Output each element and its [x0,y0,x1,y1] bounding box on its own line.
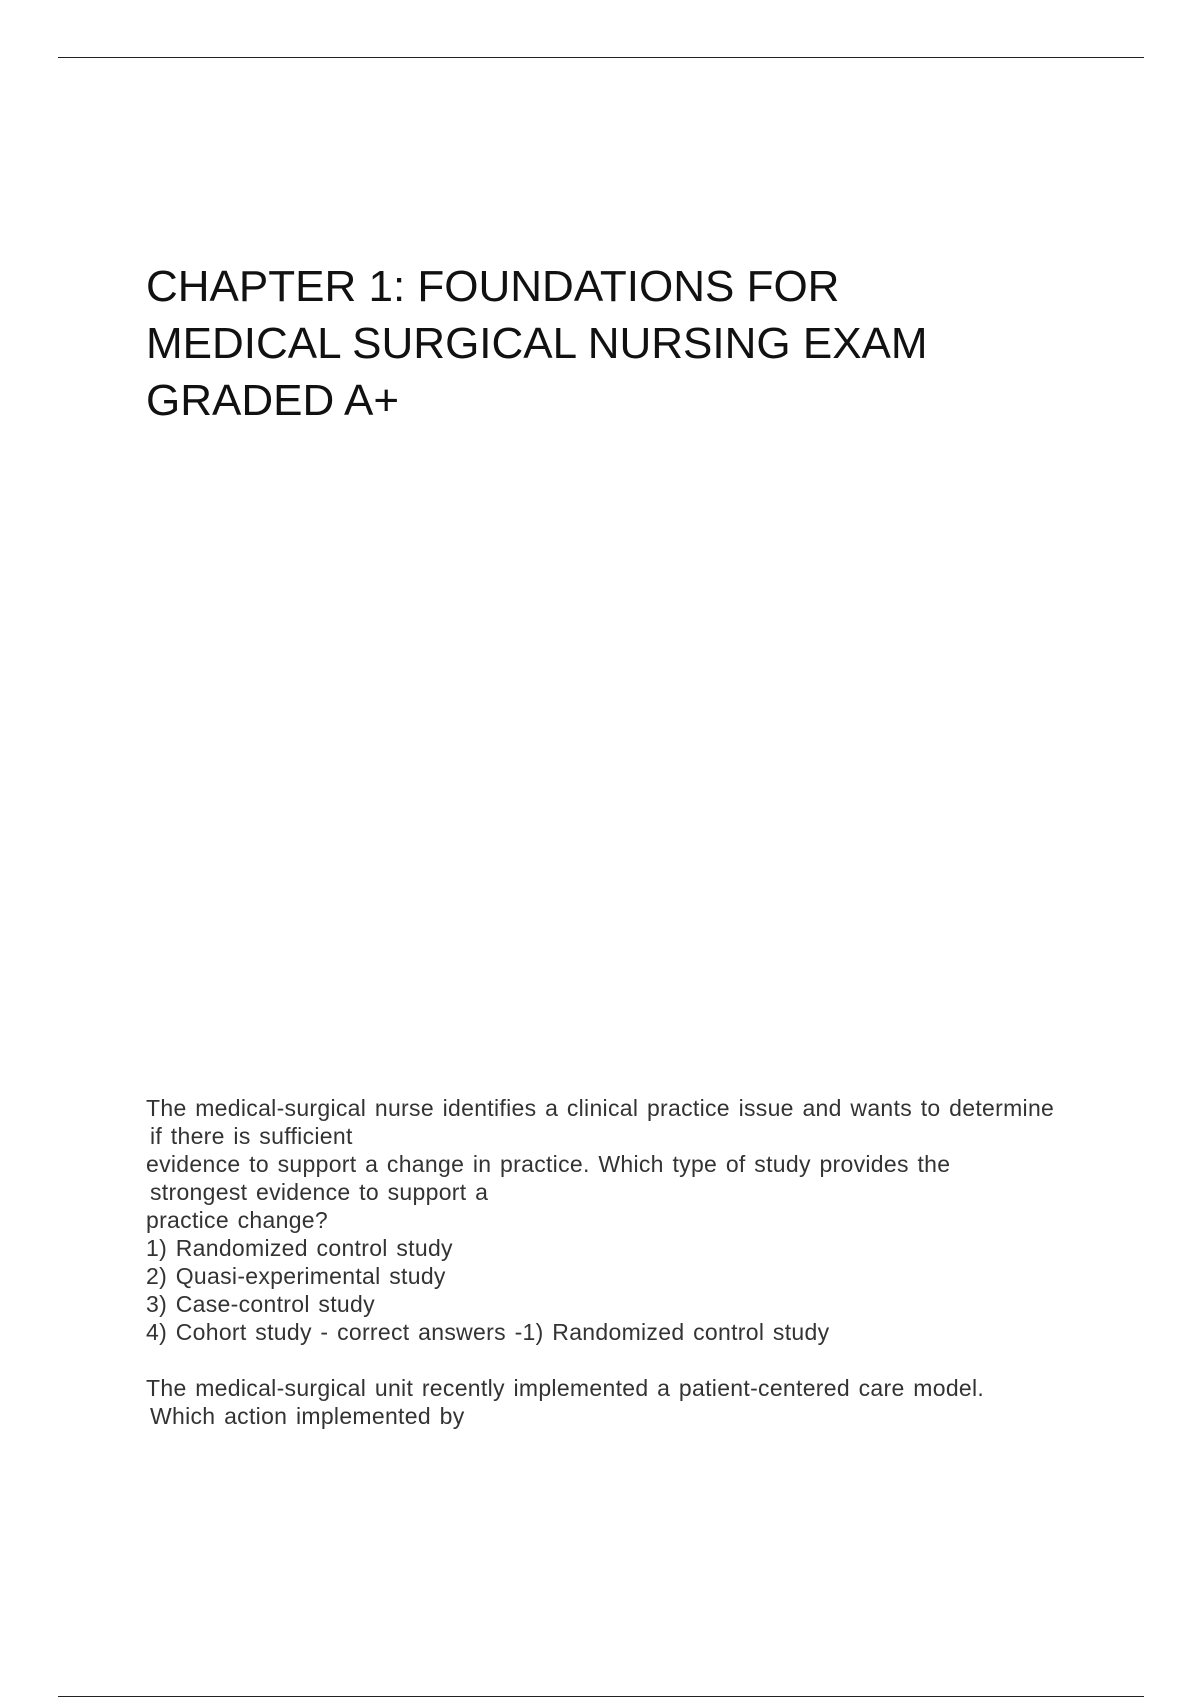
question-text-line: Which action implemented by [150,1403,465,1429]
question-block-2 [146,1374,1146,1430]
document-title [146,258,1146,429]
answer-option: 2) Quasi-experimental study [146,1263,446,1289]
question-text-line: evidence to support a change in practice. Which type of study provides the [146,1151,951,1177]
question-text-line: practice change? [146,1207,328,1233]
title-line: MEDICAL SURGICAL NURSING EXAM [146,319,928,368]
document-body [146,1094,1146,1430]
question-block-1 [146,1094,1146,1346]
paragraph-gap [146,1346,1146,1374]
answer-option: 3) Case-control study [146,1291,375,1317]
question-text-line: The medical-surgical nurse identifies a clinical practice issue and wants to determine [146,1095,1055,1121]
top-rule [58,57,1144,58]
question-text-line: The medical-surgical unit recently implemented a patient-centered care model. [146,1375,985,1401]
title-line: CHAPTER 1: FOUNDATIONS FOR [146,262,840,311]
question-text-line: strongest evidence to support a [150,1179,489,1205]
bottom-rule [58,1696,1144,1697]
answer-option: 1) Randomized control study [146,1235,453,1261]
answer-option: 4) Cohort study - correct answers -1) Randomized control study [146,1319,830,1345]
title-line: GRADED A+ [146,376,400,425]
question-text-line: if there is sufficient [150,1123,353,1149]
